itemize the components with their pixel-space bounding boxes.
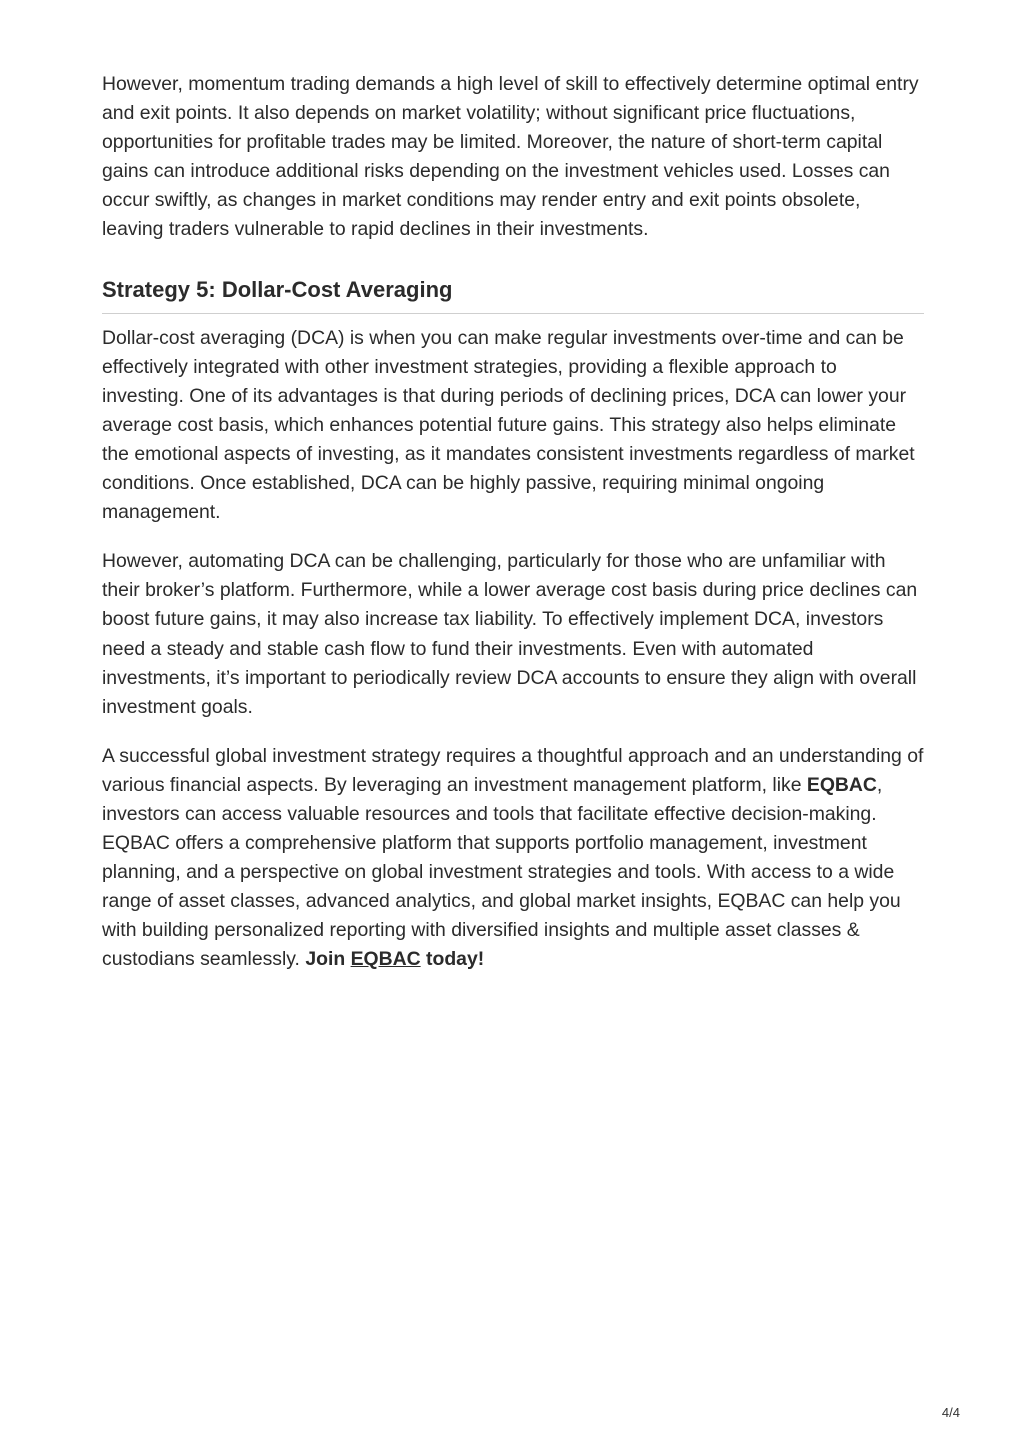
page-number: 4/4 bbox=[941, 1405, 960, 1420]
conclusion-paragraph bbox=[102, 742, 924, 975]
momentum-cons-paragraph: However, momentum trading demands a high level of skill to effectively determine optimal entry and exit points. It also depends on market volatility; without significant price fluctuations, opportunities for profitable trades may be limited. Moreover, the nature of short-term capital gains can introduce additional risks depending on the investment vehicles used. Losses can occur swiftly, as changes in market conditions may render entry and exit points obsolete, leaving traders vulnerable to rapid declines in their investments. bbox=[102, 73, 919, 241]
cta-today-text: today! bbox=[426, 948, 485, 971]
cta-join-text: Join bbox=[305, 948, 346, 971]
conclusion-text-start: A successful global investment strategy requires a thoughtful approach and an understanding of various financial aspects. By leveraging an investment management platform, like bbox=[102, 744, 924, 796]
dca-intro-paragraph: Dollar-cost averaging (DCA) is when you can make regular investments over-time and can be effectively integrated with other investment strategies, providing a flexible approach to investing. One of its advantages is that during periods of declining prices, DCA can lower your average cost basis, which enhances potential future gains. This strategy also helps eliminate the emotional aspects of investing, as it mandates consistent investments regardless of market conditions. Once established, DCA can be highly passive, requiring minimal ongoing management. bbox=[102, 326, 915, 524]
section-heading-strategy-5: Strategy 5: Dollar-Cost Averaging bbox=[102, 276, 924, 314]
conclusion-text-end: , investors can access valuable resources and tools that facilitate effective decision-making. EQBAC offers a comprehensive platform that supports portfolio management, investment planning, and a perspective on global investment strategies and tools. With access to a wide range of asset classes, advanced analytics, and global market insights, EQBAC can help you with building personalized reporting with diversified insights and multiple asset classes & custodians seamlessly. bbox=[102, 773, 901, 971]
dca-cons-paragraph: However, automating DCA can be challenging, particularly for those who are unfamiliar with their broker’s platform. Furthermore, while a lower average cost basis during price declines can boost future gains, it may also increase tax liability. To effectively implement DCA, investors need a steady and stable cash flow to fund their investments. Even with automated investments, it’s important to periodically review DCA accounts to ensure they align with overall investment goals. bbox=[102, 550, 918, 718]
article-content bbox=[102, 70, 924, 995]
eqbac-link[interactable]: EQBAC bbox=[350, 948, 421, 971]
brand-name: EQBAC bbox=[806, 773, 877, 796]
